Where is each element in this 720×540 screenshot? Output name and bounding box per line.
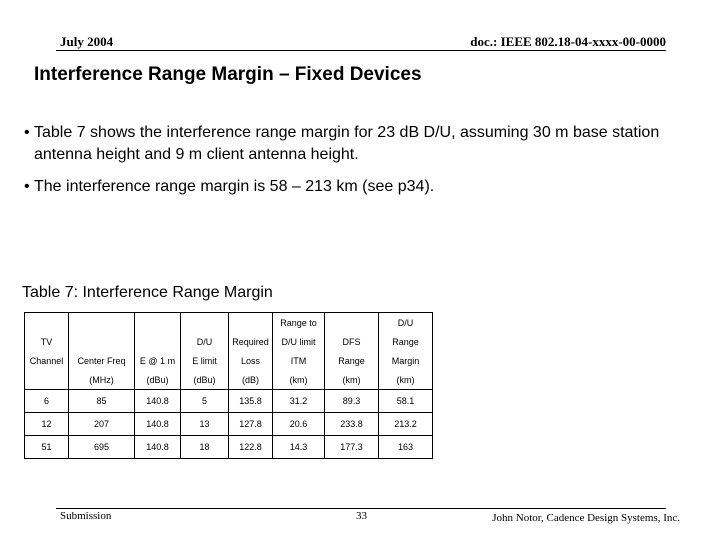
table-header-row <box>25 332 433 351</box>
table-cell: 20.6 <box>273 413 325 436</box>
bullet-item <box>24 122 704 166</box>
table-cell: 58.1 <box>379 390 433 413</box>
table-header-cell: TV <box>25 332 69 351</box>
table-header-cell: Range <box>379 332 433 351</box>
table-header-cell: Channel <box>25 351 69 370</box>
table-header-cell: (dBu) <box>135 370 181 390</box>
table-row <box>25 413 433 436</box>
bullet-icon: • <box>24 178 30 195</box>
bullet-icon: • <box>24 124 30 141</box>
table-row <box>25 436 433 459</box>
table-cell: 233.8 <box>325 413 379 436</box>
table-header-cell <box>25 313 69 333</box>
table-cell: 6 <box>25 390 69 413</box>
table-row <box>25 390 433 413</box>
table-header-cell: (MHz) <box>69 370 135 390</box>
bullet-text: The interference range margin is 58 – 213 km (see p34). <box>34 178 435 195</box>
table-cell: 31.2 <box>273 390 325 413</box>
table-cell: 12 <box>25 413 69 436</box>
table-cell: 140.8 <box>135 413 181 436</box>
table-header-row <box>25 370 433 390</box>
table-header-cell: ITM <box>273 351 325 370</box>
header-date: July 2004 <box>60 34 114 49</box>
table-cell: 18 <box>181 436 229 459</box>
table-header-cell <box>229 313 273 333</box>
slide-title: Interference Range Margin – Fixed Devices <box>34 64 422 85</box>
table-header-cell: Loss <box>229 351 273 370</box>
table-cell: 135.8 <box>229 390 273 413</box>
table-cell: 207 <box>69 413 135 436</box>
table-cell: 140.8 <box>135 436 181 459</box>
bullet-list <box>24 122 704 208</box>
bullet-item <box>24 176 704 198</box>
table-header-cell <box>181 313 229 333</box>
footer-submission: Submission <box>60 510 112 522</box>
table-header-cell: D/U limit <box>273 332 325 351</box>
table-cell: 140.8 <box>135 390 181 413</box>
table-header-cell: (dB) <box>229 370 273 390</box>
table-header-row <box>25 313 433 333</box>
table-header-cell <box>69 313 135 333</box>
table-header-cell: E @ 1 m <box>135 351 181 370</box>
footer-author: John Notor, Cadence Design Systems, Inc. <box>492 512 680 524</box>
table-header-cell: (dBu) <box>181 370 229 390</box>
table-cell: 122.8 <box>229 436 273 459</box>
table-cell: 14.3 <box>273 436 325 459</box>
table-cell: 13 <box>181 413 229 436</box>
table-header-cell <box>325 313 379 333</box>
header-divider <box>56 50 666 51</box>
table-header-cell <box>135 332 181 351</box>
table-header-cell <box>135 313 181 333</box>
page-number: 33 <box>356 510 367 522</box>
table-cell: 177.3 <box>325 436 379 459</box>
footer-divider <box>56 508 666 509</box>
table-header-cell: D/U <box>181 332 229 351</box>
table-cell: 5 <box>181 390 229 413</box>
table-caption: Table 7: Interference Range Margin <box>22 284 273 301</box>
table-cell: 51 <box>25 436 69 459</box>
header-doc-id: doc.: IEEE 802.18-04-xxxx-00-0000 <box>470 34 666 49</box>
table-header-cell: Center Freq <box>69 351 135 370</box>
table-header-cell: (km) <box>325 370 379 390</box>
table-header-row <box>25 351 433 370</box>
table-header-cell: Required <box>229 332 273 351</box>
table-cell: 127.8 <box>229 413 273 436</box>
table-cell: 213.2 <box>379 413 433 436</box>
table-cell: 695 <box>69 436 135 459</box>
table-header-cell <box>69 332 135 351</box>
table-header-cell: (km) <box>273 370 325 390</box>
table-header-cell: Range to <box>273 313 325 333</box>
table-header-cell <box>25 370 69 390</box>
table-header-cell: (km) <box>379 370 433 390</box>
table-header-cell: Range <box>325 351 379 370</box>
table-cell: 85 <box>69 390 135 413</box>
table-cell: 163 <box>379 436 433 459</box>
table-header-cell: D/U <box>379 313 433 333</box>
bullet-text: Table 7 shows the interference range margin for 23 dB D/U, assuming 30 m base station antenna height and 9 m client antenna height. <box>34 124 660 163</box>
table-cell: 89.3 <box>325 390 379 413</box>
table-header-cell: E limit <box>181 351 229 370</box>
table-header-cell: DFS <box>325 332 379 351</box>
table-header-cell: Margin <box>379 351 433 370</box>
interference-table <box>24 312 433 459</box>
